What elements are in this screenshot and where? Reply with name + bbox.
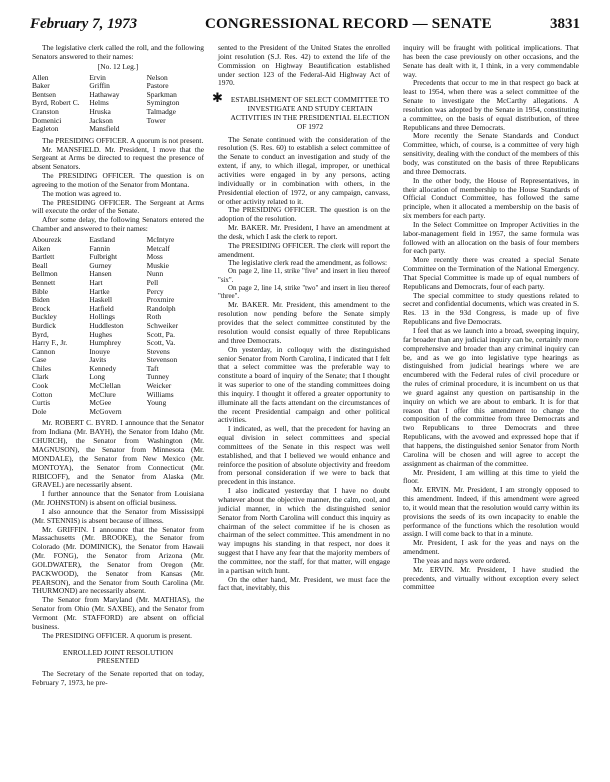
section-heading-line-2: PRESENTED xyxy=(96,656,140,666)
paragraph: Mr. ROBERT C. BYRD. I announce that the Senator from Indiana (Mr. BAYH), the Senator from Idaho (Mr. CHURCH), the Senator from Washington (Mr. MAGNUSON), the Senator from Minnesota (Mr. MONDALE), the Senator from New Mexico (Mr. MONTOYA), the Senator from Connecticut (Mr. RIBICOFF), and the Senator from Alaska (Mr. GRAVEL) are necessarily absent. xyxy=(32,418,204,490)
paragraph: I further announce that the Senator from Louisiana (Mr. JOHNSTON) is absent on official business. xyxy=(32,489,204,508)
paragraph: I also announce that the Senator from Mississippi (Mr. STENNIS) is absent because of illness. xyxy=(32,506,204,525)
column-3 xyxy=(403,44,579,774)
paragraph: Mr. BAKER. Mr. President, this amendment to the resolution now pending before the Senate simply provides that the select committee constituted by the resolution would consist equally of three Republicans and three Democrats. xyxy=(218,300,390,345)
senator-name: McGee xyxy=(89,398,112,408)
paragraph: The PRESIDING OFFICER. A quorum is not present. xyxy=(42,135,204,145)
senator-name: Harry F., Jr. xyxy=(32,338,68,348)
paragraph: Mr. President, I am willing at this time to yield the floor. xyxy=(403,467,579,486)
senator-name: Chiles xyxy=(32,363,52,373)
senator-name: Helms xyxy=(89,98,109,108)
senator-name: Bennett xyxy=(32,277,56,287)
paragraph: The Senator from Maryland (Mr. MATHIAS), the Senator from Ohio (Mr. SAXBE), and the Senator from Vermont (Mr. STAFFORD) are absent on official business. xyxy=(32,595,204,631)
senator-name: McIntyre xyxy=(146,234,175,244)
senator-name: Mansfield xyxy=(89,124,120,134)
senator-name: Hruska xyxy=(89,106,111,116)
senator-name: Pastore xyxy=(146,81,169,91)
senator-name: Nelson xyxy=(146,72,168,82)
senator-name: Nunn xyxy=(146,269,164,279)
senator-name: Domenici xyxy=(32,115,62,125)
senator-name: Javits xyxy=(89,355,107,365)
senator-name: Baker xyxy=(32,81,50,91)
section-heading: ESTABLISHMENT OF SELECT COMMITTEE TO INVESTIGATE AND STUDY CERTAIN ACTIVITIES IN THE PRESIDENTIAL ELECTION OF 1972 xyxy=(230,95,390,131)
senator-name: Muskie xyxy=(146,260,169,270)
senator-name: Humphrey xyxy=(89,338,122,348)
paragraph: More recently the Senate Standards and Conduct Committee, which, of course, is a committee of very high sensitivity, dealing with the conduct of the members of this body, was constituted on the basis of three Republicans and three Democrats. xyxy=(403,131,579,176)
paragraph: I feel that as we launch into a broad, sweeping inquiry, far broader than any judicial inquiry can be, certainly more comprehensive and broader than any criminal inquiry can be, and as we go into legislative type hearings as distinguished from judicial hearings where we are encumbered with the Federal rules of civil procedure or the rules of criminal procedure, it is incumbent on us that we guard against any question on partisanship in the inquiry on which we are about to embark. It is for that reason that I offer this amendment to change the composition of the committee from three Democrats and two Republicans to three Democrats and three Republicans, with the avowed and expressed hope that if that happens, the distinguished senior Senator from North Carolina will be chosen and will agree to accept the assignment as chairman of the committee. xyxy=(403,326,579,468)
senator-name: Abourezk xyxy=(32,234,62,244)
senator-name: Tunney xyxy=(146,372,170,382)
senator-name: Aiken xyxy=(32,243,51,253)
senator-name: Hughes xyxy=(89,329,113,339)
senator-name: Case xyxy=(32,355,47,365)
senator-name: Dole xyxy=(32,406,47,416)
senator-name: Ervin xyxy=(89,72,106,82)
senator-name: Biden xyxy=(32,295,50,305)
senator-name: McGovern xyxy=(89,406,122,416)
paragraph: Mr. ERVIN. Mr. President, I am strongly opposed to this amendment. Indeed, if this amendment were agreed to, it would mean that the resolution would carry within its provisions the seeds of its own incapacity to enable the performance of the functions which the resolution would assign. I will come back to that in a minute. xyxy=(403,485,579,539)
paragraph: On the other hand, Mr. President, we must face the fact that, inevitably, this xyxy=(218,574,390,593)
senator-name: Griffin xyxy=(89,81,110,91)
senator-name: Inouye xyxy=(89,346,110,356)
paragraph: I indicated, as well, that the precedent for having an equal division in select committees and special committees of the Senate in this respect was well established, and that I believed we would enhance and reinforce the position of absolute objectivity and freedom from personal consideration if we were to back that precedent in this instance. xyxy=(218,424,390,487)
section-heading-block xyxy=(212,90,390,131)
senator-name: Bartlett xyxy=(32,252,55,262)
senator-name: Eastland xyxy=(89,234,115,244)
paragraph: Mr. President, I ask for the yeas and nays on the amendment. xyxy=(403,538,579,557)
paragraph: The PRESIDING OFFICER. A quorum is present. xyxy=(42,630,192,640)
paragraph: The PRESIDING OFFICER. The question is on the adoption of the resolution. xyxy=(218,205,390,224)
senator-name: Talmadge xyxy=(146,106,176,116)
senator-name: Hatfield xyxy=(89,303,114,313)
paragraph: The legislative clerk called the roll, and the following Senators answered to their names: xyxy=(32,43,204,61)
page-header xyxy=(30,16,580,36)
senator-name: Gurney xyxy=(89,260,112,270)
senator-name: McClure xyxy=(89,389,116,399)
amendment-text: On page 2, line 14, strike "two" and insert in lieu thereof "three". xyxy=(218,284,390,301)
senator-name: Brock xyxy=(32,303,51,313)
senator-name: Bentsen xyxy=(32,89,56,99)
senator-name: Symington xyxy=(146,98,180,108)
paragraph: Mr. ERVIN. Mr. President, I have studied the precedents, and virtually without exception every select committee xyxy=(403,564,579,592)
senator-name: Schweiker xyxy=(146,320,179,330)
senator-name: Byrd, Robert C. xyxy=(32,98,80,108)
senator-name: Buckley xyxy=(32,312,57,322)
senator-name: Long xyxy=(89,372,106,382)
senator-name: Haskell xyxy=(89,295,113,305)
senator-name: Burdick xyxy=(32,320,56,330)
paragraph: The Secretary of the Senate reported that on today, February 7, 1973, he pre- xyxy=(32,669,204,688)
senator-name: Scott, Pa. xyxy=(146,329,175,339)
paragraph: inquiry will be fraught with political implications. That has been the case previously on other occasions, and the Senate has dealt with it, I think, in a very commendable way. xyxy=(403,43,579,79)
senator-name: Eagleton xyxy=(32,124,59,134)
page-number: 3831 xyxy=(550,16,580,32)
column-1 xyxy=(32,44,204,774)
paragraph: More recently there was created a special Senate Committee on the Termination of the National Emergency. That Special Committee is made up of equal numbers of Republicans and Democrats, four of each party. xyxy=(403,255,579,291)
senator-name: Jackson xyxy=(89,115,113,125)
paragraph: Mr. BAKER. Mr. President, I have an amendment at the desk, which I ask the clerk to report. xyxy=(218,223,390,241)
senator-name: Huddleston xyxy=(89,320,124,330)
senator-name: Moss xyxy=(146,252,163,262)
paragraph: The PRESIDING OFFICER. The Sergeant at Arms will execute the order of the Senate. xyxy=(32,197,204,216)
senator-name: Clark xyxy=(32,372,49,382)
paragraph: In the Select Committee on Improper Activities in the labor-management field in 1957, the same formula was followed with an allocation on the basis of four members for each party. xyxy=(403,219,579,256)
senator-name: Hansen xyxy=(89,269,112,279)
senator-name: Pell xyxy=(146,277,159,287)
senator-name: Stevens xyxy=(146,346,170,356)
senator-name: Sparkman xyxy=(146,89,177,99)
paragraph: sented to the President of the United States the enrolled joint resolution (S.J. Res. 42) to extend the life of the Commission on Highway Beautification established under section 123 of the Federal-Aid Highway Act of 1970. xyxy=(218,43,390,88)
senator-name: Cotton xyxy=(32,389,53,399)
amendment-text: On page 2, line 11, strike "five" and insert in lieu thereof "six". xyxy=(218,268,390,284)
paragraph: The special committee to study questions related to secret and confidential documents, which was created in S. Res. 13 in the 93d Congress, is made up of five Republicans and five Democrats. xyxy=(403,290,579,327)
senator-name: Metcalf xyxy=(146,243,170,253)
senator-name xyxy=(147,125,204,134)
senator-name: Percy xyxy=(146,286,164,296)
senator-name: Allen xyxy=(32,72,49,82)
publication-title: CONGRESSIONAL RECORD — SENATE xyxy=(205,16,492,32)
senator-name: Kennedy xyxy=(89,363,117,373)
senator-name: Scott, Va. xyxy=(146,338,176,348)
senator-name: Williams xyxy=(146,389,174,399)
senator-name: Fulbright xyxy=(89,252,118,262)
senator-name: Taft xyxy=(146,363,159,373)
senator-name: Proxmire xyxy=(146,295,175,305)
paragraph: Precedents that occur to me in that respect go back at least to 1954, when there was a select committee of the Senate to investigate the McCarthy allegations. A resolution was adopted by the Senate in 1954, constituting a committee, on the basis of equal distribution, of three Republicans and three Democrats. xyxy=(403,78,579,132)
paragraph: The PRESIDING OFFICER. The clerk will report the amendment. xyxy=(218,240,390,259)
senator-name: Cook xyxy=(32,381,49,391)
star-marker-icon: ✱ xyxy=(212,90,223,106)
paragraph: The motion was agreed to. xyxy=(42,188,122,198)
entered-senators-list xyxy=(32,236,204,416)
senator-name: Roth xyxy=(146,312,162,322)
senator-name: Cannon xyxy=(32,346,56,356)
senator-name: Fannin xyxy=(89,243,110,253)
paragraph: The legislative clerk read the amendment, as follows: xyxy=(228,258,388,268)
paragraph: Mr. MANSFIELD. Mr. President, I move that the Sergeant at Arms be directed to request the presence of absent Senators. xyxy=(32,144,204,172)
paragraph: Mr. GRIFFIN. I announce that the Senator from Massachusetts (Mr. BROOKE), the Senator from Colorado (Mr. DOMINICK), the Senator from Hawaii (Mr. FONG), the Senator from Arizona (Mr. GOLDWATER), the Senator from Oregon (Mr. PACKWOOD), the Senator from Kansas (Mr. PEARSON), and the Senator from South Carolina (Mr. THURMOND) are necessarily absent. xyxy=(32,524,204,596)
senator-name: Weicker xyxy=(146,381,172,391)
paragraph: In the other body, the House of Representatives, in their allocation of membership to the House Standards of Official Conduct Committee, has followed the same principle, when it allocated a membership on the basis of six members for each party. xyxy=(403,175,579,221)
paragraph: I also indicated yesterday that I have no doubt whatever about the objective manner, the calm, cool, and judicial manner, in which the distinguished senior Senator from North Carolina will conduct this inquiry as chairman of the select committee if he is chosen as chairman of the select committee. This amendment in no way impugns his standing in that respect, nor does it suggest that I have any fear that the majority members of the committee, nor the staff, for that matter, will engage in a partisan witch hunt. xyxy=(218,486,390,575)
senator-name: Young xyxy=(146,398,167,408)
senator-name: Randolph xyxy=(146,303,176,313)
senator-name: Beall xyxy=(32,260,48,270)
roll-call-list xyxy=(32,74,204,134)
roll-call-number: [No. 12 Leg.] xyxy=(97,61,139,71)
issue-date: February 7, 1973 xyxy=(30,16,138,32)
senator-name: Hartke xyxy=(89,286,110,296)
senator-name: Hollings xyxy=(89,312,115,322)
senator-name: Tower xyxy=(146,115,166,125)
column-2 xyxy=(212,43,390,774)
paragraph: The PRESIDING OFFICER. The question is on agreeing to the motion of the Senator from Montana. xyxy=(32,171,204,189)
paragraph: On yesterday, in colloquy with the distinguished senior Senator from North Carolina, I indicated that I felt that a select committee was the preferable way to constitute a board of inquiry of the Senate; that I thought it was superior to one of the standing committees doing this inquiry. I thought it offered a greater opportunity to illuminate all the facts attendant on the circumstances of the recent Presidential campaign and other political activities. xyxy=(218,344,390,425)
senator-name: Hathaway xyxy=(89,89,120,99)
senator-name: McClellan xyxy=(89,381,121,391)
section-heading: ENROLLED JOINT RESOLUTION xyxy=(62,647,174,657)
senator-name: Bellmon xyxy=(32,269,58,279)
senator-name: Hart xyxy=(89,277,103,287)
paragraph: The yeas and nays were ordered. xyxy=(413,555,511,565)
paragraph: After some delay, the following Senators entered the Chamber and answered to their names: xyxy=(32,215,204,234)
senator-name: Cranston xyxy=(32,106,59,116)
senator-name xyxy=(147,408,204,417)
senator-name: Byrd, xyxy=(32,329,49,339)
senator-name: Stevenson xyxy=(146,355,178,365)
paragraph: The Senate continued with the consideration of the resolution (S. Res. 60) to establish a select committee of the Senate to conduct an investigation and study of the extent, if any, to which illegal, improper, or unethical activities were engaged in by any persons, acting individually or in combination with others, in the Presidential election of 1972, or any campaign, canvass, or other activity related to it. xyxy=(218,134,390,206)
senator-name: Curtis xyxy=(32,398,51,408)
senator-name: Bible xyxy=(32,286,49,296)
